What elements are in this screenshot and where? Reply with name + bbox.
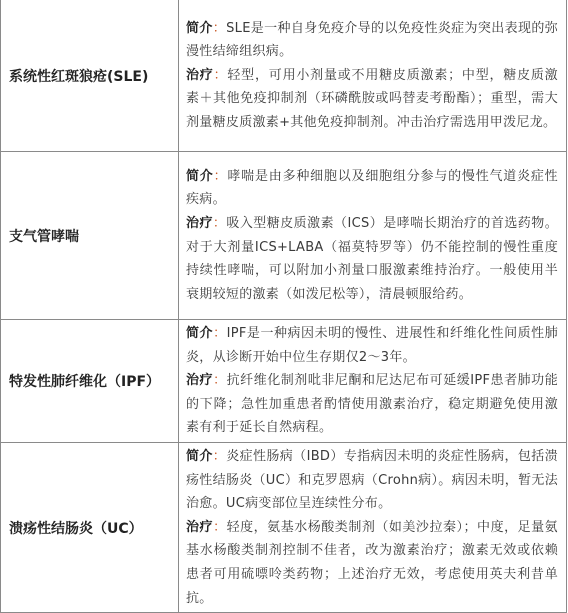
intro-paragraph: 简介：炎症性肠病（IBD）专指病因未明的炎症性肠病，包括溃疡性结肠炎（UC）和克罗恩病（Crohn病）。病因未明，暂无法治愈。UC病变部位呈连续性分布。 <box>186 448 558 512</box>
intro-text: IPF是一种病因未明的慢性、进展性和纤维化性间质性肺炎，从诊断开始中位生存期仅2～3年。 <box>186 326 558 365</box>
intro-label: 简介 <box>186 326 214 341</box>
treatment-label: 治疗 <box>186 519 214 535</box>
treatment-label: 治疗 <box>186 373 214 389</box>
table-row <box>1 152 567 320</box>
intro-label: 简介 <box>186 168 214 184</box>
intro-label: 简介 <box>186 448 213 464</box>
table-row <box>1 0 567 152</box>
disease-description <box>179 320 567 443</box>
disease-name: 系统性红斑狼疮(SLE) <box>1 0 179 152</box>
intro-paragraph: 简介：IPF是一种病因未明的慢性、进展性和纤维化性间质性肺炎，从诊断开始中位生存期仅2～3年。 <box>186 326 558 365</box>
intro-text: 哮喘是由多种细胞以及细胞组分参与的慢性气道炎症性疾病。 <box>186 168 558 208</box>
disease-name: 特发性肺纤维化（IPF） <box>1 320 179 443</box>
treatment-text: 轻度，氨基水杨酸类制剂（如美沙拉秦）；中度，足量氨基水杨酸类制剂控制不佳者，改为激素治疗；激素无效或依赖患者可用硫嘌呤类药物；上述治疗无效，考虑使用英夫利昔单抗。 <box>186 519 558 606</box>
intro-label: 简介 <box>186 20 213 36</box>
treatment-label: 治疗 <box>186 215 213 231</box>
table-row <box>1 442 567 612</box>
treatment-paragraph: 治疗：吸入型糖皮质激素（ICS）是哮喘长期治疗的首选药物。对于大剂量ICS+LABA（福莫特罗等）仍不能控制的慢性重度持续性哮喘，可以附加小剂量口服激素维持治疗。一般使用半衰期较短的激素（如泼尼松等），清晨顿服给药。 <box>186 215 558 302</box>
disease-description <box>179 442 567 612</box>
intro-text: 炎症性肠病（IBD）专指病因未明的炎症性肠病，包括溃疡性结肠炎（UC）和克罗恩病（Crohn病）。病因未明，暂无法治愈。UC病变部位呈连续性分布。 <box>186 448 558 512</box>
treatment-paragraph: 治疗：轻型，可用小剂量或不用糖皮质激素；中型，糖皮质激素＋其他免疫抑制剂（环磷酰胺或吗替麦考酚酯）；重型，需大剂量糖皮质激素+其他免疫抑制剂。冲击治疗需选用甲泼尼龙。 <box>186 67 558 130</box>
intro-text: SLE是一种自身免疫介导的以免疫性炎症为突出表现的弥漫性结缔组织病。 <box>186 20 559 60</box>
disease-name: 溃疡性结肠炎（UC） <box>1 442 179 612</box>
table-row <box>1 320 567 443</box>
disease-description <box>179 152 567 320</box>
treatment-text: 轻型，可用小剂量或不用糖皮质激素；中型，糖皮质激素＋其他免疫抑制剂（环磷酰胺或吗替麦考酚酯）；重型，需大剂量糖皮质激素+其他免疫抑制剂。冲击治疗需选用甲泼尼龙。 <box>186 67 558 130</box>
treatment-paragraph: 治疗：轻度，氨基水杨酸类制剂（如美沙拉秦）；中度，足量氨基水杨酸类制剂控制不佳者，改为激素治疗；激素无效或依赖患者可用硫嘌呤类药物；上述治疗无效，考虑使用英夫利昔单抗。 <box>186 519 558 606</box>
treatment-text: 抗纤维化制剂吡非尼酮和尼达尼布可延缓IPF患者肺功能的下降；急性加重患者酌情使用激素治疗，稳定期避免使用激素有利于延长自然病程。 <box>186 373 558 436</box>
treatment-paragraph: 治疗：抗纤维化制剂吡非尼酮和尼达尼布可延缓IPF患者肺功能的下降；急性加重患者酌情使用激素治疗，稳定期避免使用激素有利于延长自然病程。 <box>186 373 558 436</box>
treatment-label: 治疗 <box>186 67 214 83</box>
intro-paragraph: 简介：哮喘是由多种细胞以及细胞组分参与的慢性气道炎症性疾病。 <box>186 168 558 208</box>
treatment-text: 吸入型糖皮质激素（ICS）是哮喘长期治疗的首选药物。对于大剂量ICS+LABA（福莫特罗等）仍不能控制的慢性重度持续性哮喘，可以附加小剂量口服激素维持治疗。一般使用半衰期较短的激素（如泼尼松等），清晨顿服给药。 <box>186 215 558 302</box>
intro-paragraph: 简介：SLE是一种自身免疫介导的以免疫性炎症为突出表现的弥漫性结缔组织病。 <box>186 20 559 60</box>
disease-description <box>179 0 567 152</box>
disease-name: 支气管哮喘 <box>1 152 179 320</box>
